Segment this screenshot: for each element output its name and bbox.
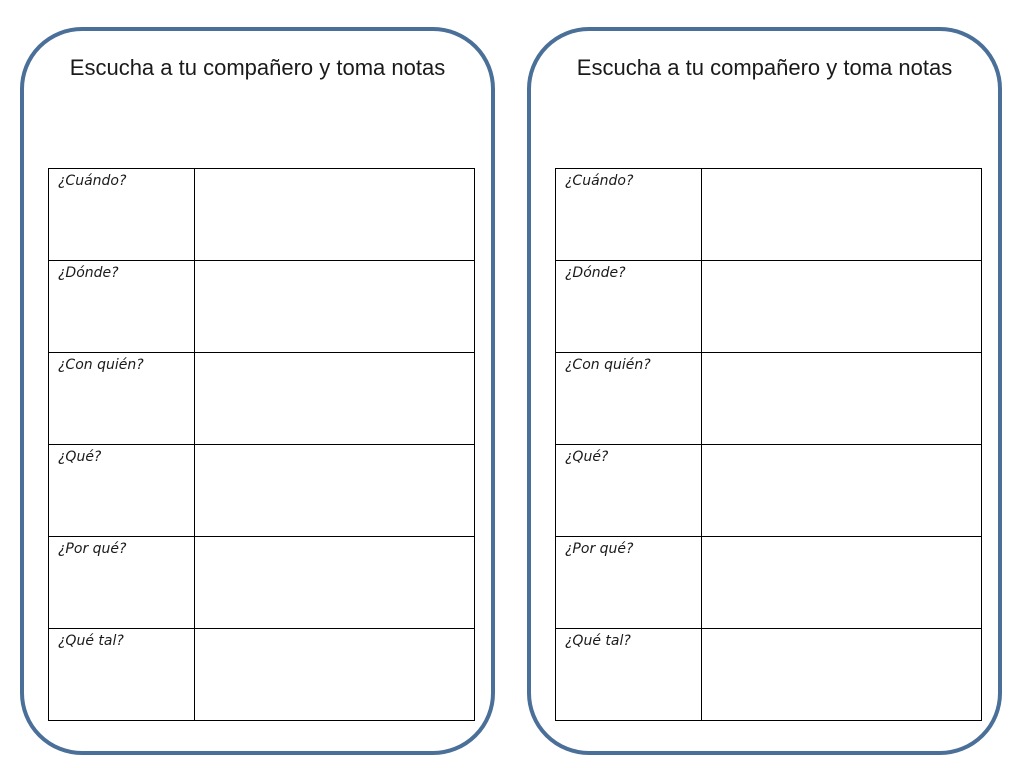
notes-card-right [527,27,1002,755]
notes-table [48,168,475,721]
table-row [556,445,982,537]
notes-card-left [20,27,495,755]
question-label-with-whom: ¿Con quién? [58,357,144,373]
table-row [49,261,475,353]
notes-table [555,168,982,721]
table-row [556,537,982,629]
question-label-why: ¿Por qué? [565,541,634,557]
question-label-how-was-it: ¿Qué tal? [565,633,631,649]
question-cell [556,261,702,353]
answer-cell-when[interactable] [195,169,475,261]
question-cell [49,445,195,537]
card-title: Escucha a tu compañero y toma notas [69,55,446,80]
answer-cell-when[interactable] [702,169,982,261]
table-row [49,445,475,537]
question-label-where: ¿Dónde? [565,265,626,281]
table-row [49,353,475,445]
question-label-when: ¿Cuándo? [565,173,634,189]
answer-cell-why[interactable] [702,537,982,629]
question-cell [49,261,195,353]
question-label-what: ¿Qué? [58,449,102,465]
table-row [556,353,982,445]
question-cell [49,169,195,261]
question-cell [556,537,702,629]
answer-cell-where[interactable] [195,261,475,353]
table-row [556,169,982,261]
card-title: Escucha a tu compañero y toma notas [576,55,953,80]
answer-cell-what[interactable] [702,445,982,537]
question-cell [49,353,195,445]
table-row [556,629,982,721]
answer-cell-how-was-it[interactable] [702,629,982,721]
table-row [49,537,475,629]
table-row [49,629,475,721]
question-label-how-was-it: ¿Qué tal? [58,633,124,649]
question-cell [49,537,195,629]
question-label-why: ¿Por qué? [58,541,127,557]
answer-cell-what[interactable] [195,445,475,537]
answer-cell-with-whom[interactable] [702,353,982,445]
question-cell [556,169,702,261]
answer-cell-where[interactable] [702,261,982,353]
answer-cell-why[interactable] [195,537,475,629]
question-label-with-whom: ¿Con quién? [565,357,651,373]
question-cell [556,445,702,537]
question-label-when: ¿Cuándo? [58,173,127,189]
question-cell [49,629,195,721]
answer-cell-how-was-it[interactable] [195,629,475,721]
question-cell [556,629,702,721]
question-label-what: ¿Qué? [565,449,609,465]
answer-cell-with-whom[interactable] [195,353,475,445]
question-label-where: ¿Dónde? [58,265,119,281]
table-row [556,261,982,353]
question-cell [556,353,702,445]
table-row [49,169,475,261]
